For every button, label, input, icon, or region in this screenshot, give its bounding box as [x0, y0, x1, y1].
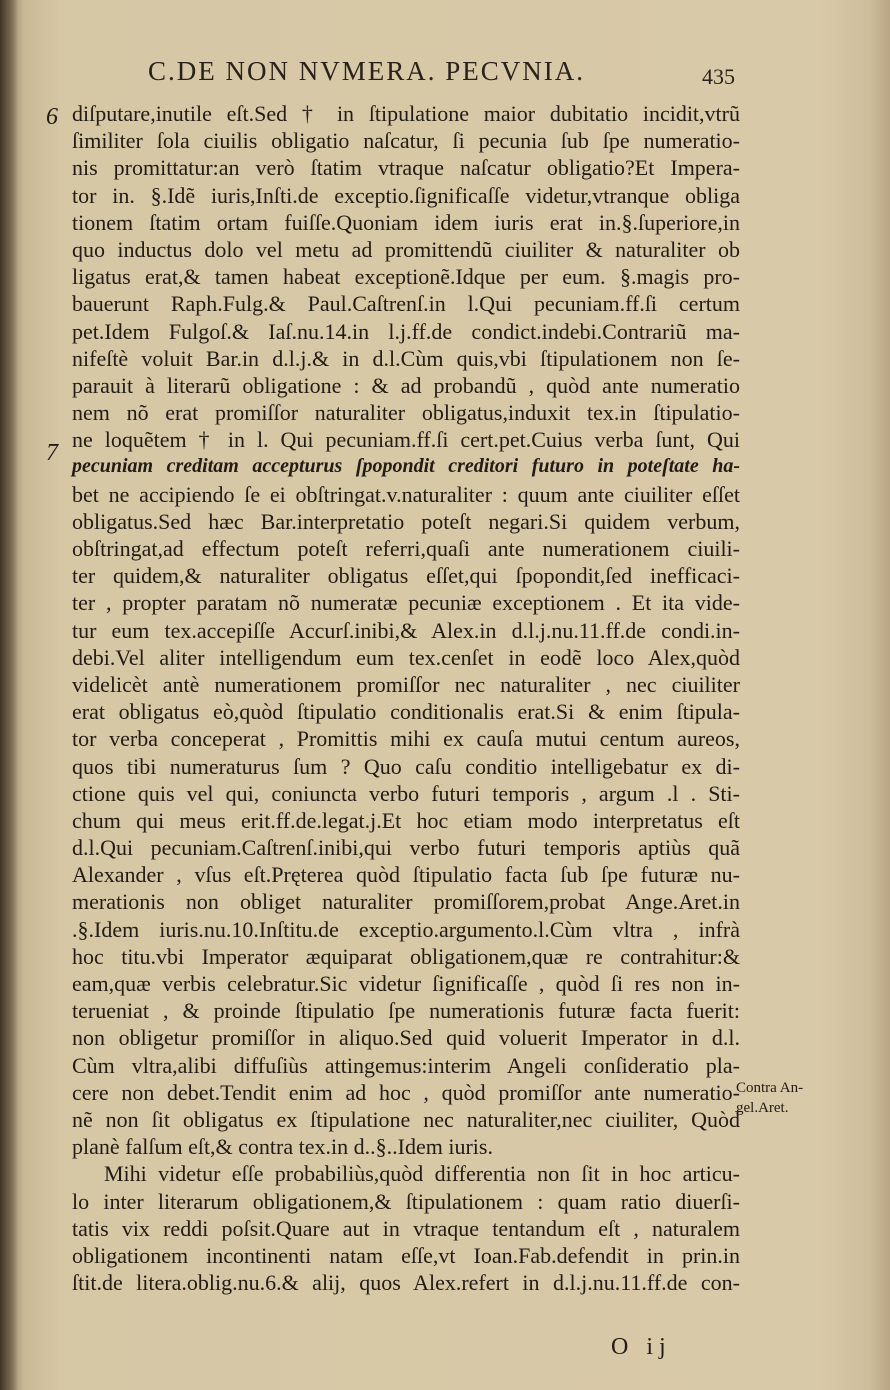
text-line: obſtringat,ad effectum poteſt referri,quaſi ante numerationem ciuili- [72, 536, 740, 561]
text-line: bet ne accipiendo ſe ei obſtringat.v.naturaliter : quum ante ciuiliter eſſet [72, 481, 740, 507]
text-line: tionem ſtatim ortam fuiſſe.Quoniam idem iuris erat in.§.ſuperiore,in [72, 209, 740, 235]
text-line: erat obligatus eò,quòd ſtipulatio conditionalis erat.Si & enim ſtipula- [72, 699, 740, 725]
text-line: merationis non obliget naturaliter promiſſorem,probat Ange.Aret.in [72, 889, 740, 915]
text-line-paragraph-end: planè falſum eſt,& contra tex.in d..§..Idem iuris. [72, 1134, 493, 1160]
page-gutter-shadow [0, 0, 18, 1390]
text-line: cere non debet.Tendit enim ad hoc , quòd promiſſor ante numeratio- [72, 1079, 740, 1105]
marginal-note-line: gel.Aret. [736, 1100, 789, 1116]
text-line: debi.Vel aliter intelligendum eum tex.cenſet in eodẽ loco Alex,quòd [72, 644, 740, 670]
text-line: ter , propter paratam nõ numeratæ pecuniæ exceptionem . Et ita vide- [72, 590, 740, 616]
text-line: .§.Idem iuris.nu.10.Inſtitu.de exceptio.argumento.l.Cùm vltra , infrà [72, 916, 740, 942]
text-line: ter quidem,& naturaliter obligatus eſſet,qui ſpopondit,ſed inefficaci- [72, 563, 740, 589]
text-line: nem nõ erat promiſſor naturaliter obligatus,induxit tex.in ſtipulatio- [72, 400, 740, 426]
text-line: lo inter literarum obligationem,& ſtipulationem : quam ratio diuerſi- [72, 1188, 740, 1214]
text-line: Alexander , vſus eſt.Pręterea quòd ſtipulatio facta ſub ſpe futuræ nu- [72, 862, 740, 888]
text-line: nẽ non ſit obligatus ex ſtipulatione nec naturaliter,nec ciuiliter, Quòd [72, 1106, 740, 1132]
text-line: ne loquẽtem † in l. Qui pecuniam.ff.ſi cert.pet.Cuius verba ſunt, Qui [72, 427, 740, 453]
text-line: diſputare,inutile eſt.Sed † in ſtipulatione maior dubitatio incidit,vtrũ [72, 101, 740, 126]
text-line-italic: pecuniam creditam accepturus ſpopondit creditori futuro in poteſtate ha- [72, 455, 740, 478]
text-line: hoc titu.vbi Imperator æquiparat obligationem,quæ re contrahitur:& [72, 943, 740, 969]
text-line: obligationem incontinenti natam eſſe,vt Ioan.Fab.defendit in prin.in [72, 1242, 740, 1268]
text-line: parauit à literarũ obligatione : & ad probandũ , quòd ante numeratio [72, 372, 740, 398]
text-line: chum qui meus erit.ff.de.legat.j.Et hoc etiam modo interpretatus eſt [72, 807, 740, 833]
text-line: quos tibi numeraturus ſum ? Quo caſu conditio intelligebatur ex di- [72, 753, 740, 779]
running-head: C.DE NON NVMERA. PECVNIA. [148, 56, 586, 86]
text-line: pet.Idem Fulgoſ.& Iaſ.nu.14.in l.j.ff.de condict.indebi.Contrariũ ma- [72, 318, 740, 344]
text-line: videlicèt antè numerationem promiſſor nec naturaliter , nec ciuiliter [72, 671, 740, 697]
text-line: obligatus.Sed hæc Bar.interpretatio poteſt negari.Si quidem verbum, [72, 508, 740, 534]
text-line: d.l.Qui pecuniam.Caſtrenſ.inibi,qui verbo futuri temporis aptiùs quã [72, 835, 740, 861]
marginal-note-line: Contra An- [736, 1080, 804, 1096]
folio-number: 435 [702, 64, 735, 89]
text-line: quo inductus dolo vel metu ad promittendũ ciuiliter & naturaliter ob [72, 236, 740, 262]
text-line: bauerunt Raph.Fulg.& Paul.Caſtrenſ.in l.Qui pecuniam.ff.ſi certum [72, 291, 740, 317]
text-line: ſtit.de litera.oblig.nu.6.& alij, quos Alex.refert in d.l.j.nu.11.ff.de con- [72, 1270, 740, 1296]
text-line: nifeſtè voluit Bar.in d.l.j.& in d.l.Cùm quis,vbi ſtipulationem non ſe- [72, 345, 740, 371]
text-line: tur eum tex.accepiſſe Accurſ.inibi,& Alex.in d.l.j.nu.11.ff.de condi.in- [72, 617, 740, 643]
text-line: ctione quis vel qui, coniuncta verbo futuri temporis , argum .l . Sti- [72, 780, 740, 806]
text-line: eam,quæ verbis celebratur.Sic videtur ſignificaſſe , quòd ſi res non in- [72, 971, 740, 996]
text-line: Cùm vltra,alibi diffuſiùs attingemus:interim Angeli conſideratio pla- [72, 1052, 740, 1078]
text-line: ſimiliter ſola ciuilis obligatio naſcatur, ſi pecunia ſub ſpe numeratio- [72, 128, 740, 154]
text-line: tatis vix reddi poſsit.Quare aut in vtraque tentandum eſt , naturalem [72, 1215, 740, 1241]
body-text [72, 100, 740, 1296]
text-line: tor verba conceperat , Promittis mihi ex cauſa mutui centum aureos, [72, 726, 740, 752]
text-line: nis promittatur:an verò ſtatim vtraque naſcatur obligatio?Et Impera- [72, 155, 740, 181]
text-line: tor in. §.Idẽ iuris,Inſti.de exceptio.ſignificaſſe videtur,vtranque obliga [72, 182, 740, 208]
marginal-note [736, 1078, 836, 1118]
text-line: non obligetur promiſſor in aliquo.Sed quid voluerit Imperator in d.l. [72, 1025, 740, 1051]
text-line: ligatus erat,& tamen habeat exceptionẽ.Idque per eum. §.magis pro- [72, 264, 740, 290]
text-line-paragraph-start: Mihi videtur eſſe probabiliùs,quòd differentia non ſit in hoc articu- [104, 1161, 740, 1187]
signature-mark: O ij [611, 1334, 672, 1360]
margin-number-6: 6 [46, 104, 58, 130]
text-line: terueniat , & proinde ſtipulatio ſpe numerationis futuræ facta fuerit: [72, 998, 740, 1024]
margin-number-7: 7 [46, 440, 58, 466]
